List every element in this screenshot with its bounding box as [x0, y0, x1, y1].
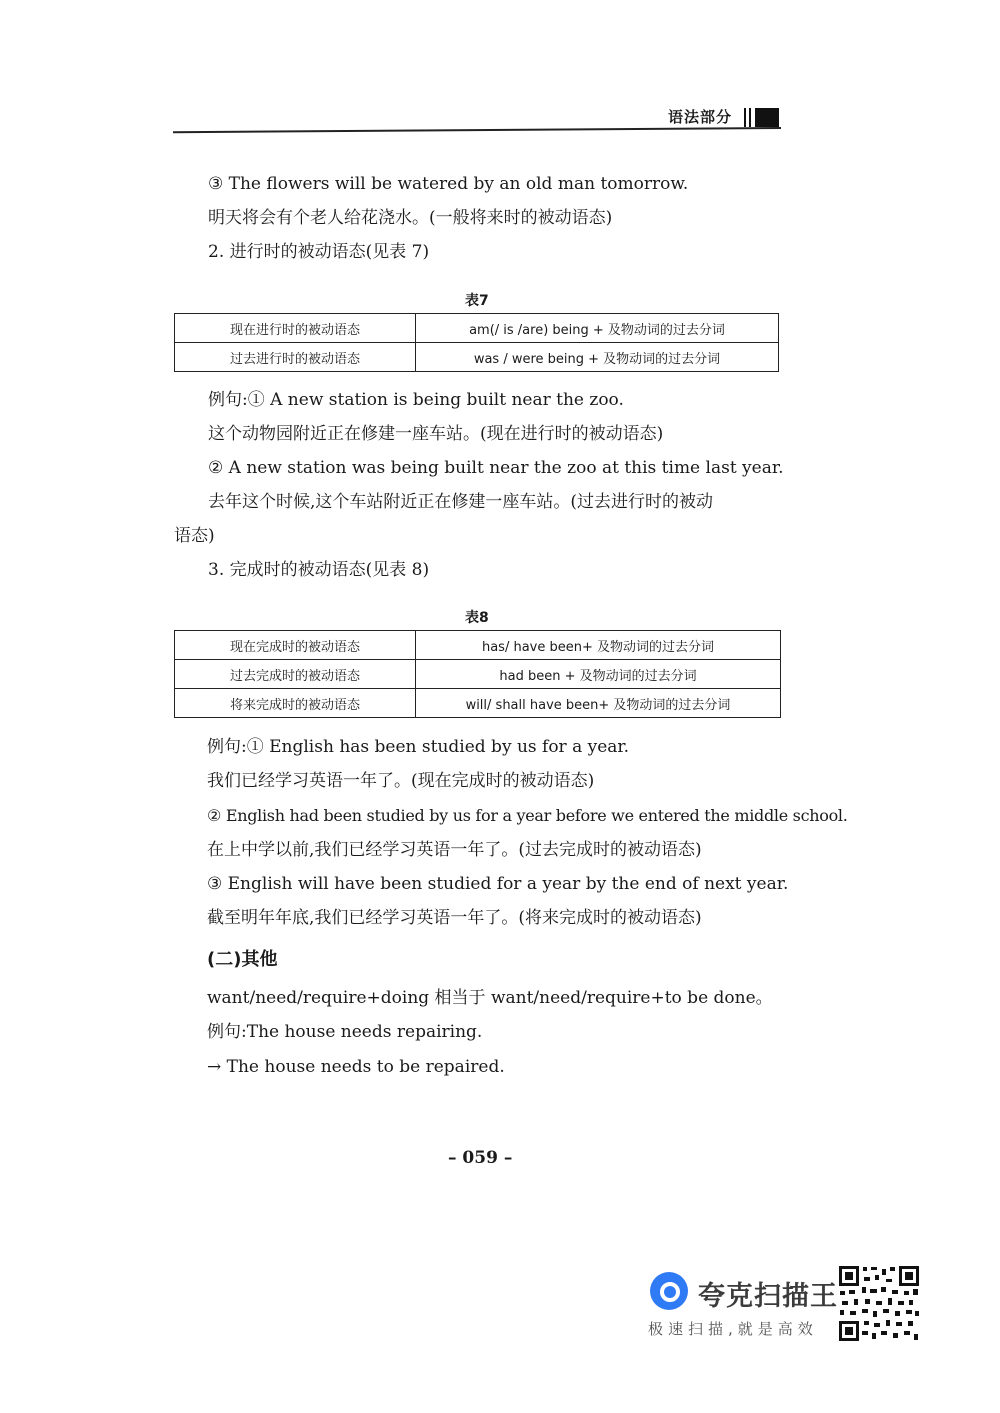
table-cell-formula: has/ have been+ 及物动词的过去分词 [416, 631, 781, 660]
example-line: 例句:① A new station is being built near the zoo. [208, 390, 624, 410]
header-rule [173, 127, 781, 133]
table-caption: 表7 [465, 293, 489, 309]
example-line: ② A new station was being built near the zoo at this time last year. [208, 458, 784, 478]
table-cell-formula: will/ shall have been+ 及物动词的过去分词 [416, 689, 781, 718]
translation-line: 明天将会有个老人给花浇水。(一般将来时的被动语态) [208, 208, 613, 228]
translation-line: 在上中学以前,我们已经学习英语一年了。(过去完成时的被动语态) [207, 840, 702, 860]
translation-line-continued: 语态) [174, 526, 215, 546]
table-cell-name: 过去完成时的被动语态 [175, 660, 416, 689]
table-7 [174, 313, 779, 372]
table-cell-name: 现在完成时的被动语态 [175, 631, 416, 660]
example-line: 例句:① English has been studied by us for a year. [207, 737, 630, 757]
watermark-slogan: 极速扫描,就是高效 [648, 1320, 818, 1338]
translation-line: 我们已经学习英语一年了。(现在完成时的被动语态) [207, 771, 595, 791]
translation-line: 这个动物园附近正在修建一座车站。(现在进行时的被动语态) [208, 424, 664, 444]
table-row [175, 343, 779, 372]
example-line: ③ The flowers will be watered by an old man tomorrow. [208, 174, 689, 194]
table-cell-formula: was / were being + 及物动词的过去分词 [416, 343, 779, 372]
header-bars-icon [742, 108, 782, 128]
table-cell-name: 将来完成时的被动语态 [175, 689, 416, 718]
table-row [175, 660, 781, 689]
table-cell-formula: had been + 及物动词的过去分词 [416, 660, 781, 689]
table-cell-name: 现在进行时的被动语态 [175, 314, 416, 343]
rule-line: want/need/require+doing 相当于 want/need/require+to be done。 [207, 988, 773, 1008]
translation-line: 截至明年年底,我们已经学习英语一年了。(将来完成时的被动语态) [207, 908, 702, 928]
example-line: 例句:The house needs repairing. [207, 1022, 483, 1042]
watermark-brand: 夸克扫描王 [698, 1281, 838, 1312]
table-cell-formula: am(/ is /are) being + 及物动词的过去分词 [416, 314, 779, 343]
section-header-title: 语法部分 [668, 108, 733, 126]
table-caption: 表8 [465, 610, 489, 626]
table-row [175, 314, 779, 343]
table-row [175, 631, 781, 660]
subsection-heading: 2. 进行时的被动语态(见表 7) [208, 242, 430, 262]
example-line: ② English had been studied by us for a year before we entered the middle school. [207, 806, 848, 825]
quark-logo-icon [650, 1272, 688, 1310]
table-row [175, 689, 781, 718]
translation-line: 去年这个时候,这个车站附近正在修建一座车站。(过去进行时的被动 [208, 492, 714, 512]
section-title: (二)其他 [207, 949, 278, 970]
example-line: ③ English will have been studied for a year by the end of next year. [207, 874, 789, 894]
qr-code-icon [838, 1265, 920, 1342]
page-number: – 059 – [448, 1148, 513, 1168]
subsection-heading: 3. 完成时的被动语态(见表 8) [208, 560, 430, 580]
table-cell-name: 过去进行时的被动语态 [175, 343, 416, 372]
table-8 [174, 630, 781, 718]
example-line: → The house needs to be repaired. [207, 1057, 505, 1077]
